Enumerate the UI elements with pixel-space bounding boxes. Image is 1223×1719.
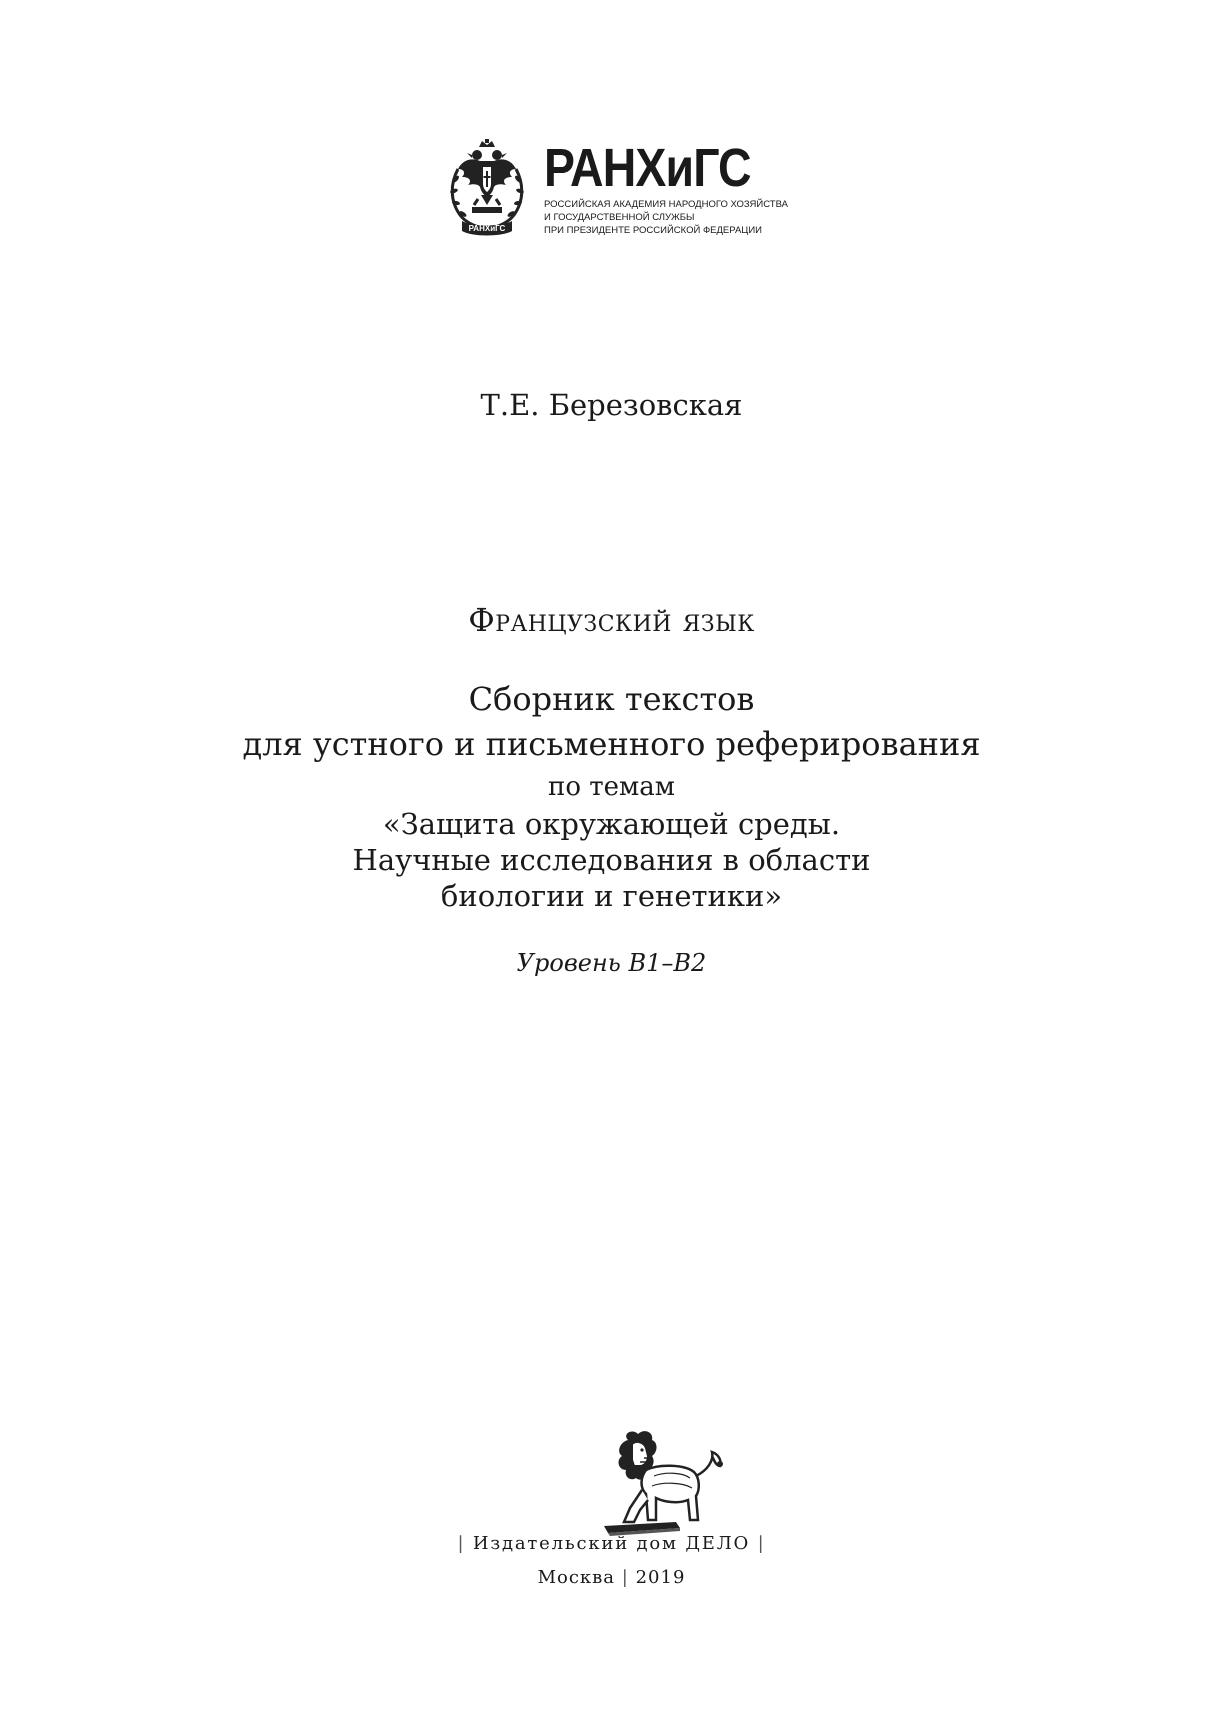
publication-year: 2019	[635, 1567, 686, 1588]
author-name: Т.Е. Березовская	[480, 388, 743, 422]
topics-label: по темам	[548, 772, 675, 802]
topics-line-1: «Защита окружающей среды.	[382, 807, 841, 841]
level-label: Уровень B1–B2	[516, 949, 707, 977]
logo-wordmark	[544, 139, 788, 236]
emblem-ribbon-text: РАНХиГС	[468, 224, 506, 233]
publisher-label: Издательский дом ДЕЛО	[472, 1533, 751, 1554]
publisher-name: | Издательский дом ДЕЛО |	[457, 1533, 766, 1554]
double-headed-eagle-emblem-icon	[448, 139, 526, 237]
topics	[0, 806, 1223, 914]
book-title: Французский язык	[468, 601, 755, 639]
lion-publisher-logo-icon	[602, 1430, 730, 1536]
publication-city: Москва	[537, 1567, 616, 1588]
topics-line-3: биологии и генетики»	[440, 879, 783, 913]
logo-line-1: РОССИЙСКАЯ АКАДЕМИЯ НАРОДНОГО ХОЗЯЙСТВА	[544, 199, 788, 210]
logo-abbreviation: РАНХиГС	[544, 138, 751, 198]
logo-line-3: ПРИ ПРЕЗИДЕНТЕ РОССИЙСКОЙ ФЕДЕРАЦИИ	[544, 225, 762, 236]
subtitle-line-1: Сборник текстов	[468, 680, 755, 718]
topics-line-2: Научные исследования в области	[352, 843, 871, 877]
book-subtitle	[0, 677, 1223, 767]
logo-line-2: И ГОСУДАРСТВЕННОЙ СЛУЖБЫ	[544, 212, 695, 223]
city-year: Москва | 2019	[537, 1567, 686, 1588]
ranepa-logo	[448, 138, 788, 237]
subtitle-line-2: для устного и письменного реферирования	[242, 725, 981, 763]
